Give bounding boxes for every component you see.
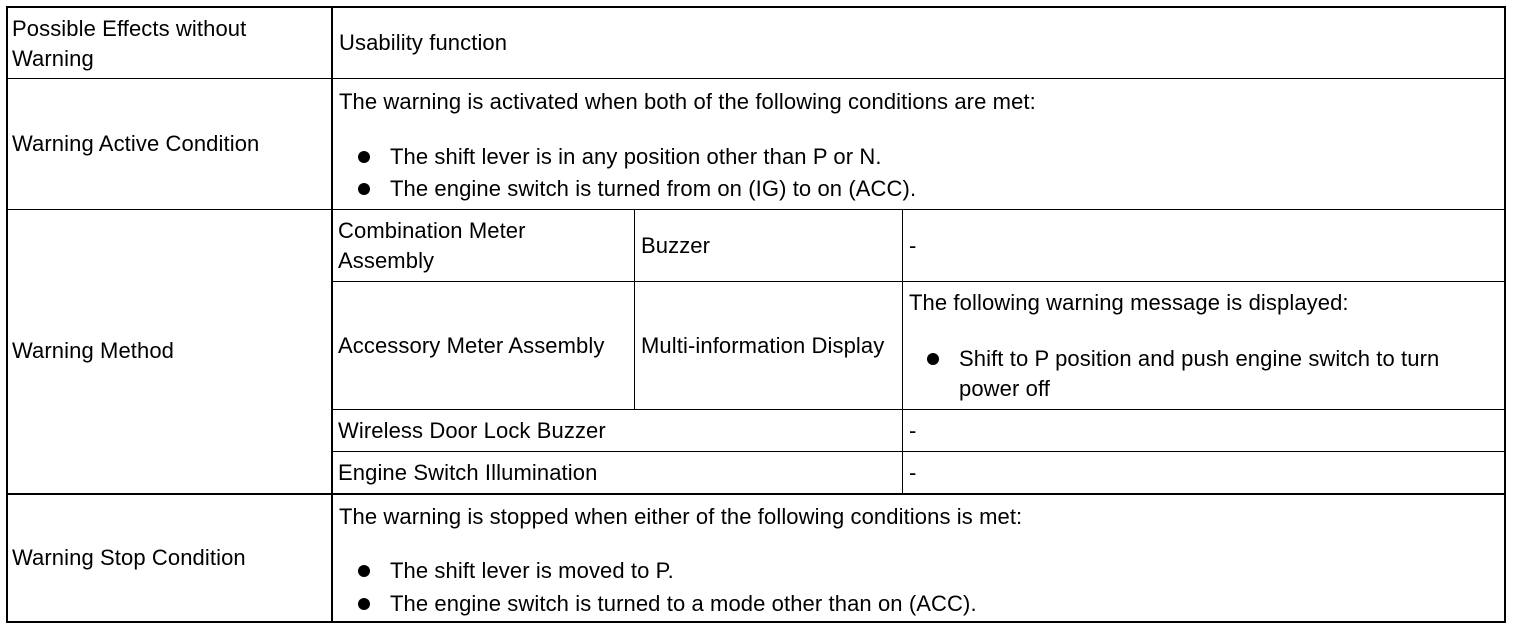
- method-output-2: [641, 282, 891, 409]
- method-device-2: [338, 282, 608, 409]
- method-device-1-text: Combination Meter Assembly: [338, 217, 526, 273]
- possible-effects-label: [12, 14, 312, 74]
- stop-condition-intro-text: The warning is stopped when either of the following conditions is met:: [339, 504, 1023, 529]
- method-detail-2-bullet: [927, 344, 1502, 404]
- method-label-text: Warning Method: [12, 338, 174, 363]
- bullet-dot: [358, 151, 370, 163]
- method-output-2-text: Multi-information Display: [641, 332, 885, 358]
- method-detail-2-intro-text: The following warning message is displayed:: [909, 290, 1349, 315]
- column-divider-label: [331, 8, 333, 621]
- method-detail-4: [909, 452, 1499, 493]
- method-label: [12, 209, 322, 493]
- method-output-1-text: Buzzer: [641, 232, 711, 258]
- method-device-4: [338, 452, 898, 493]
- bullet-dot: [927, 353, 939, 365]
- method-detail-1: [909, 210, 1499, 281]
- stop-condition-intro: [339, 502, 1489, 532]
- stop-condition-bullet-1: [358, 556, 1478, 586]
- method-device-3: [338, 410, 898, 451]
- stop-condition-label: [12, 494, 322, 621]
- possible-effects-label-text: Possible Effects without Warning: [12, 16, 247, 71]
- bullet-dot: [358, 183, 370, 195]
- active-condition-label: [12, 78, 322, 209]
- method-detail-3-text: -: [909, 417, 917, 443]
- method-detail-3: [909, 410, 1499, 451]
- bullet-dot: [358, 598, 370, 610]
- stop-condition-bullet-1-text: The shift lever is moved to P.: [390, 558, 674, 583]
- method-detail-4-text: -: [909, 459, 917, 485]
- possible-effects-value: [339, 8, 1439, 78]
- method-device-4-text: Engine Switch Illumination: [338, 459, 598, 485]
- method-device-2-text: Accessory Meter Assembly: [338, 332, 605, 358]
- stop-condition-label-text: Warning Stop Condition: [12, 544, 246, 570]
- bullet-dot: [358, 565, 370, 577]
- active-condition-intro: [339, 87, 1489, 117]
- method-col-divider-detail: [902, 209, 903, 493]
- active-condition-bullet-2-text: The engine switch is turned from on (IG) to on (ACC).: [390, 176, 917, 201]
- active-condition-intro-text: The warning is activated when both of the following conditions are met:: [339, 89, 1036, 114]
- stop-condition-bullet-2-text: The engine switch is turned to a mode other than on (ACC).: [390, 591, 977, 616]
- method-detail-1-text: -: [909, 232, 917, 258]
- possible-effects-value-text: Usability function: [339, 30, 508, 55]
- active-condition-label-text: Warning Active Condition: [12, 130, 260, 156]
- method-detail-2-intro: [909, 288, 1499, 318]
- active-condition-bullet-1: [358, 142, 1478, 172]
- method-output-1: [641, 210, 896, 281]
- stop-condition-bullet-2: [358, 589, 1478, 619]
- method-device-3-text: Wireless Door Lock Buzzer: [338, 417, 606, 443]
- method-col-divider-output: [634, 209, 635, 409]
- warning-spec-table: [6, 6, 1506, 623]
- active-condition-bullet-1-text: The shift lever is in any position other than P or N.: [390, 144, 882, 169]
- method-device-1: [338, 210, 608, 281]
- method-detail-2-bullet-text: Shift to P position and push engine switch to turn power off: [959, 346, 1440, 401]
- active-condition-bullet-2: [358, 174, 1478, 204]
